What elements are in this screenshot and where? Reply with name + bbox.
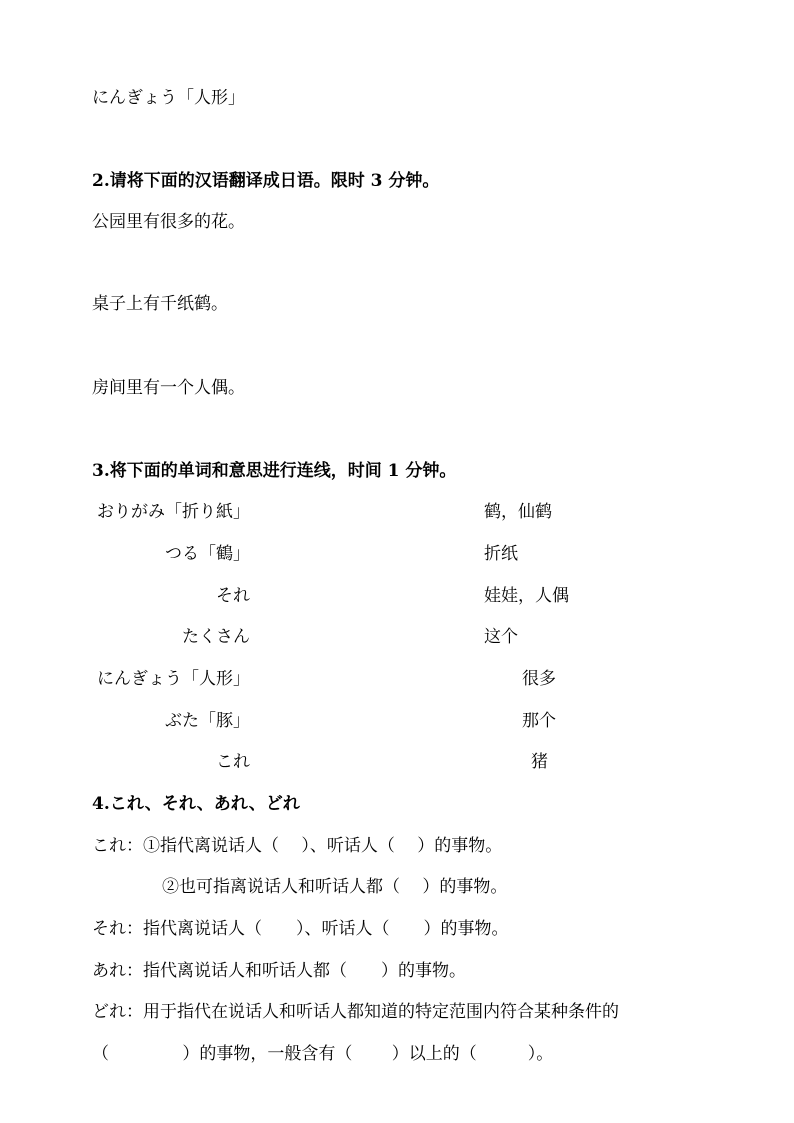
q4-title: 4.これ、それ、あれ、どれ	[92, 794, 300, 814]
q3-right-5: 很多	[522, 669, 556, 689]
q2-sentence-1: 公园里有很多的花。	[92, 212, 245, 232]
q3-left-4: たくさん	[182, 627, 250, 647]
q3-left-5: にんぎょう「人形」	[97, 669, 250, 689]
q4-dore-2: （ ）的事物，一般含有（ ）以上的（ ）。	[92, 1044, 554, 1064]
q3-right-1: 鹤，仙鹤	[484, 502, 552, 522]
q3-right-4: 这个	[484, 627, 518, 647]
top-word: にんぎょう「人形」	[92, 88, 245, 108]
q3-right-6: 那个	[522, 711, 556, 731]
q4-kore-1: これ：①指代离说话人（ ）、听话人（ ）的事物。	[92, 836, 503, 856]
q2-sentence-2: 桌子上有千纸鹤。	[92, 294, 228, 314]
q3-left-7: これ	[216, 752, 250, 772]
q4-are: あれ：指代离说话人和听话人都（ ）的事物。	[92, 961, 466, 981]
q3-left-3: それ	[216, 586, 250, 606]
q3-left-2: つる「鶴」	[165, 544, 250, 564]
q3-left-6: ぶた「豚」	[165, 711, 250, 731]
q3-right-2: 折纸	[484, 544, 518, 564]
q2-sentence-3: 房间里有一个人偶。	[92, 378, 245, 398]
q3-title: 3.将下面的单词和意思进行连线，时间 1 分钟。	[92, 461, 457, 481]
q4-dore-1: どれ：用于指代在说话人和听话人都知道的特定范围内符合某种条件的	[92, 1002, 619, 1022]
q3-right-7: 猪	[531, 752, 548, 772]
q3-right-3: 娃娃，人偶	[484, 586, 569, 606]
q2-title: 2.请将下面的汉语翻译成日语。限时 3 分钟。	[92, 171, 440, 191]
q4-kore-2: ②也可指离说话人和听话人都（ ）的事物。	[162, 877, 508, 897]
q3-left-1: おりがみ「折り紙」	[97, 502, 250, 522]
q4-sore: それ：指代离说话人（ ）、听话人（ ）的事物。	[92, 919, 509, 939]
